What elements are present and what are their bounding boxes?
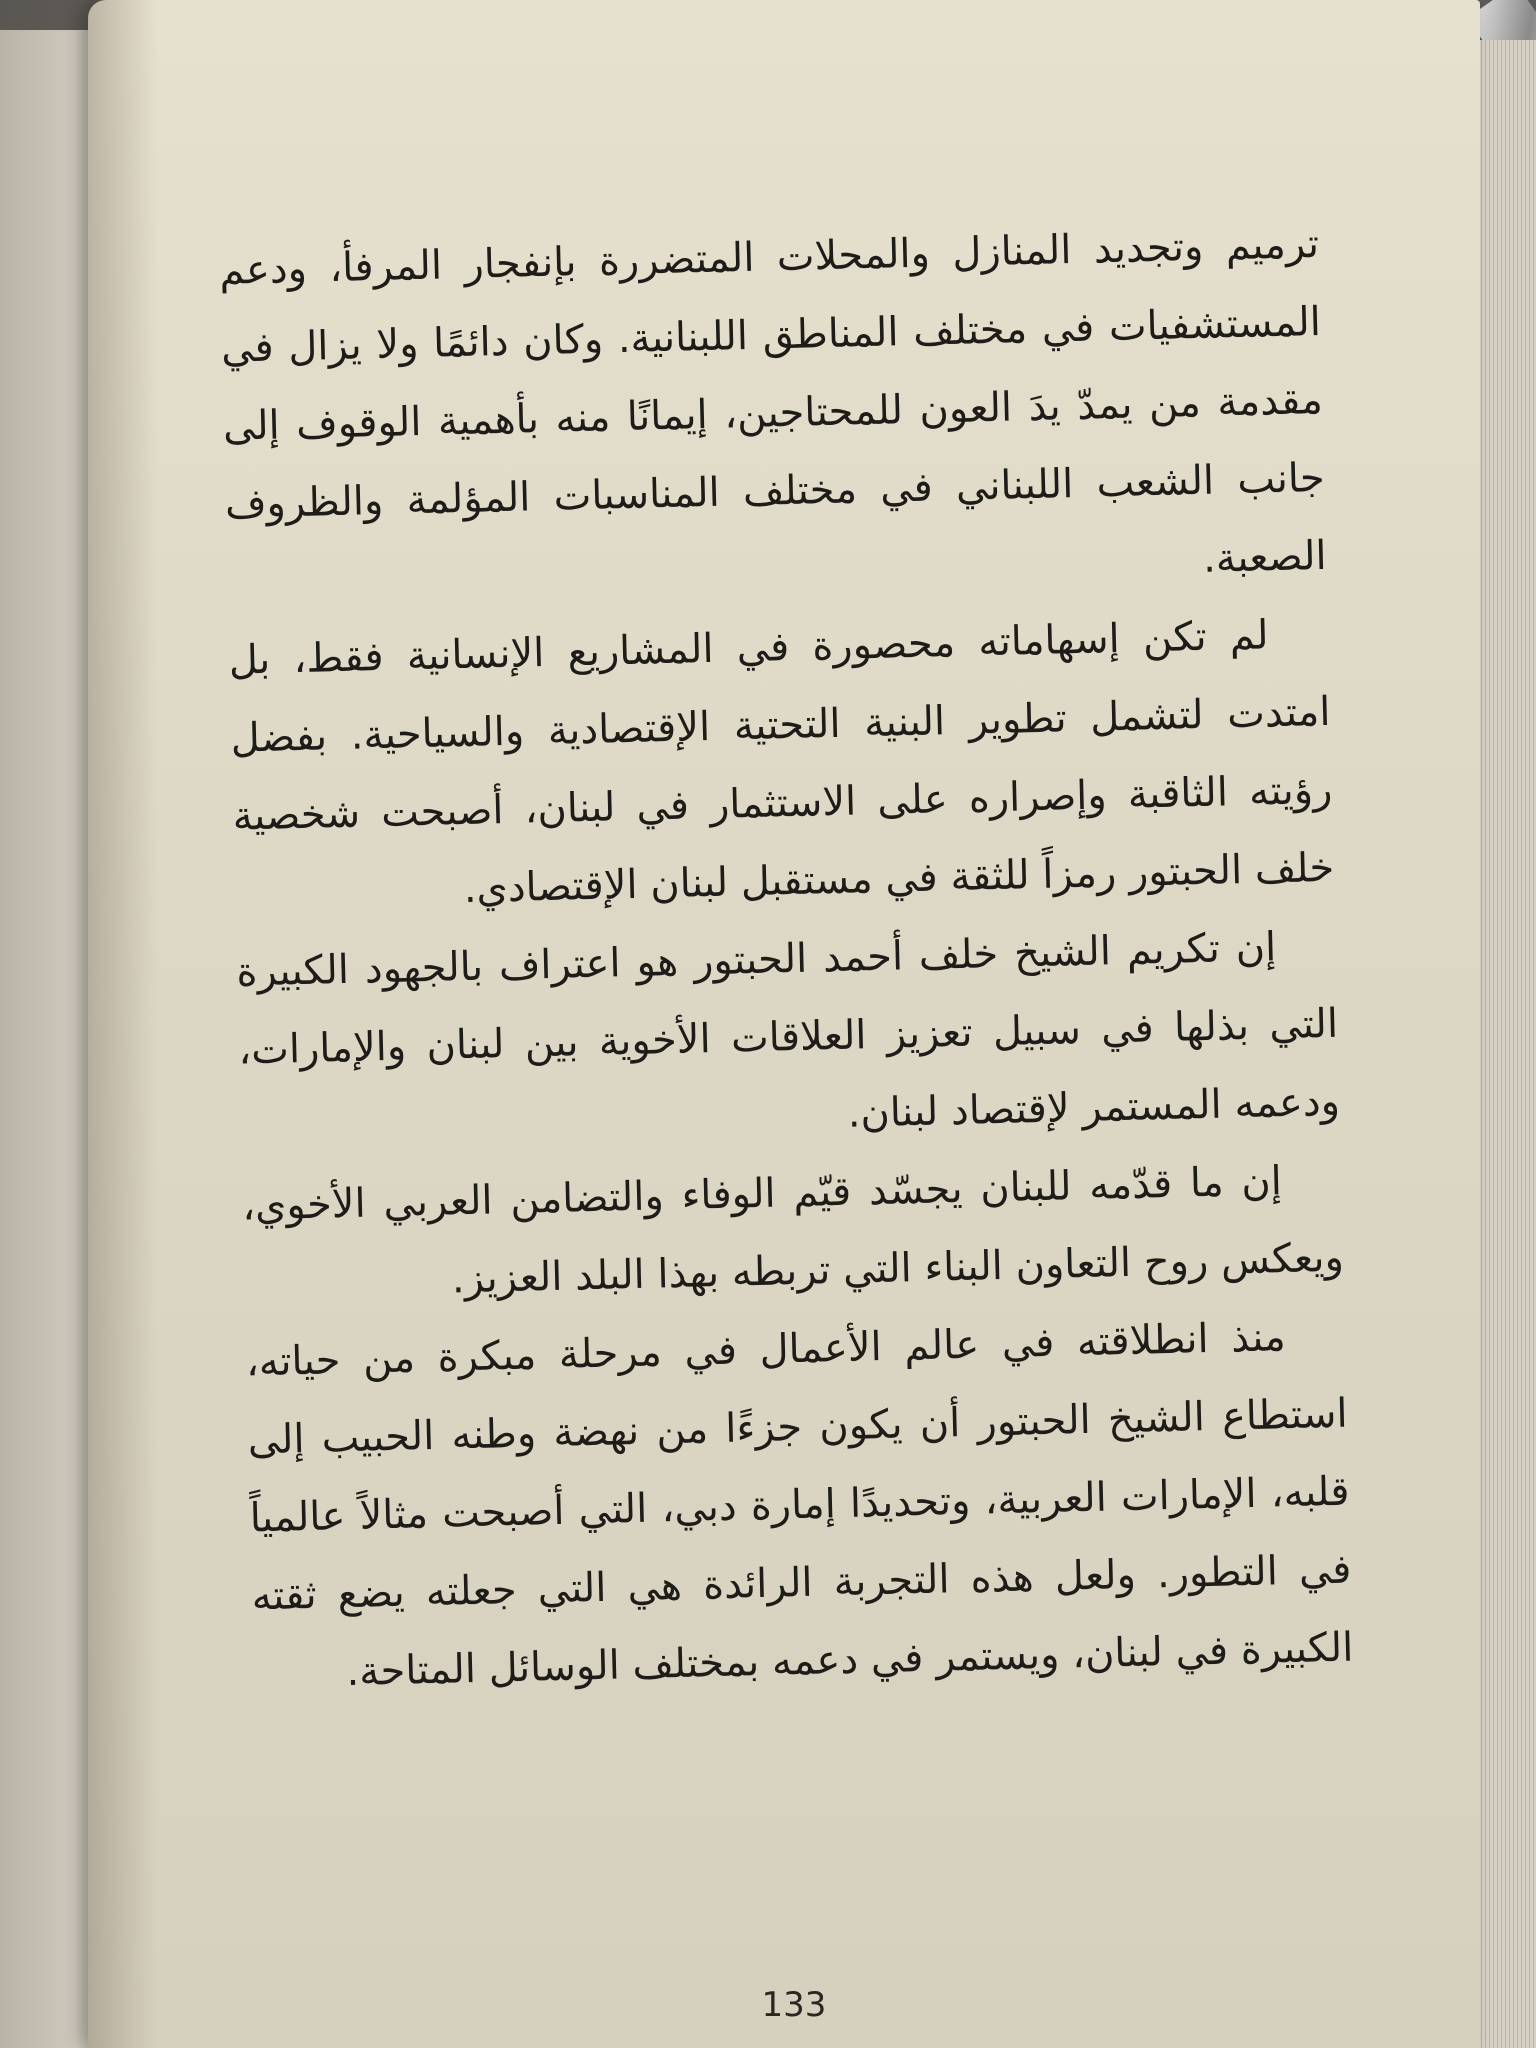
paragraph-3: إن تكريم الشيخ خلف أحمد الحبتور هو اعتراف بالجهود الكبيرة التي بذلها في سبيل تعزيز العلاقات الأخوية بين لبنان والإمارات، ودعمه المستمر لإقتصاد لبنان.	[235, 924, 1341, 1137]
paragraph-2: لم تكن إسهاماته محصورة في المشاريع الإنسانية فقط، بل امتدت لتشمل تطوير البنية التحتية الإقتصادية والسياحية. بفضل رؤيته الثاقبة وإصراره على الاستثمار في لبنان، أصبحت شخصية خلف الحبتور رمزاً للثقة في مستقبل لبنان الإقتصادي.	[228, 612, 1335, 913]
paragraph-1: ترميم وتجديد المنازل والمحلات المتضررة بإنفجار المرفأ، ودعم المستشفيات في مختلف المناطق اللبنانية. وكان دائمًا ولا يزال في مقدمة من يمدّ يدَ العون للمحتاجين، إيمانًا منه بأهمية الوقوف إلى جانب الشعب اللبناني في مختلف المناسبات المؤلمة والظروف الصعبة.	[218, 220, 1328, 582]
book-page	[88, 0, 1480, 2048]
paragraph-5: منذ انطلاقته في عالم الأعمال في مرحلة مبكرة من حياته، استطاع الشيخ الحبتور أن يكون جزءًا من نهضة وطنه الحبيب إلى قلبه، الإمارات العربية، وتحديدًا إمارة دبي، التي أصبحت مثالاً عالمياً في التطور. ولعل هذه التجربة الرائدة هي التي جعلته يضع ثقته الكبيرة في لبنان، ويستمر في دعمه بمختلف الوسائل المتاحة.	[245, 1314, 1354, 1696]
paragraph-4: إن ما قدّمه للبنان يجسّد قيّم الوفاء والتضامن العربي الأخوي، ويعكس روح التعاون البناء التي تربطه بهذا البلد العزيز.	[241, 1158, 1345, 1303]
page-number: 133	[761, 1985, 827, 2025]
body-text	[218, 205, 1354, 1713]
